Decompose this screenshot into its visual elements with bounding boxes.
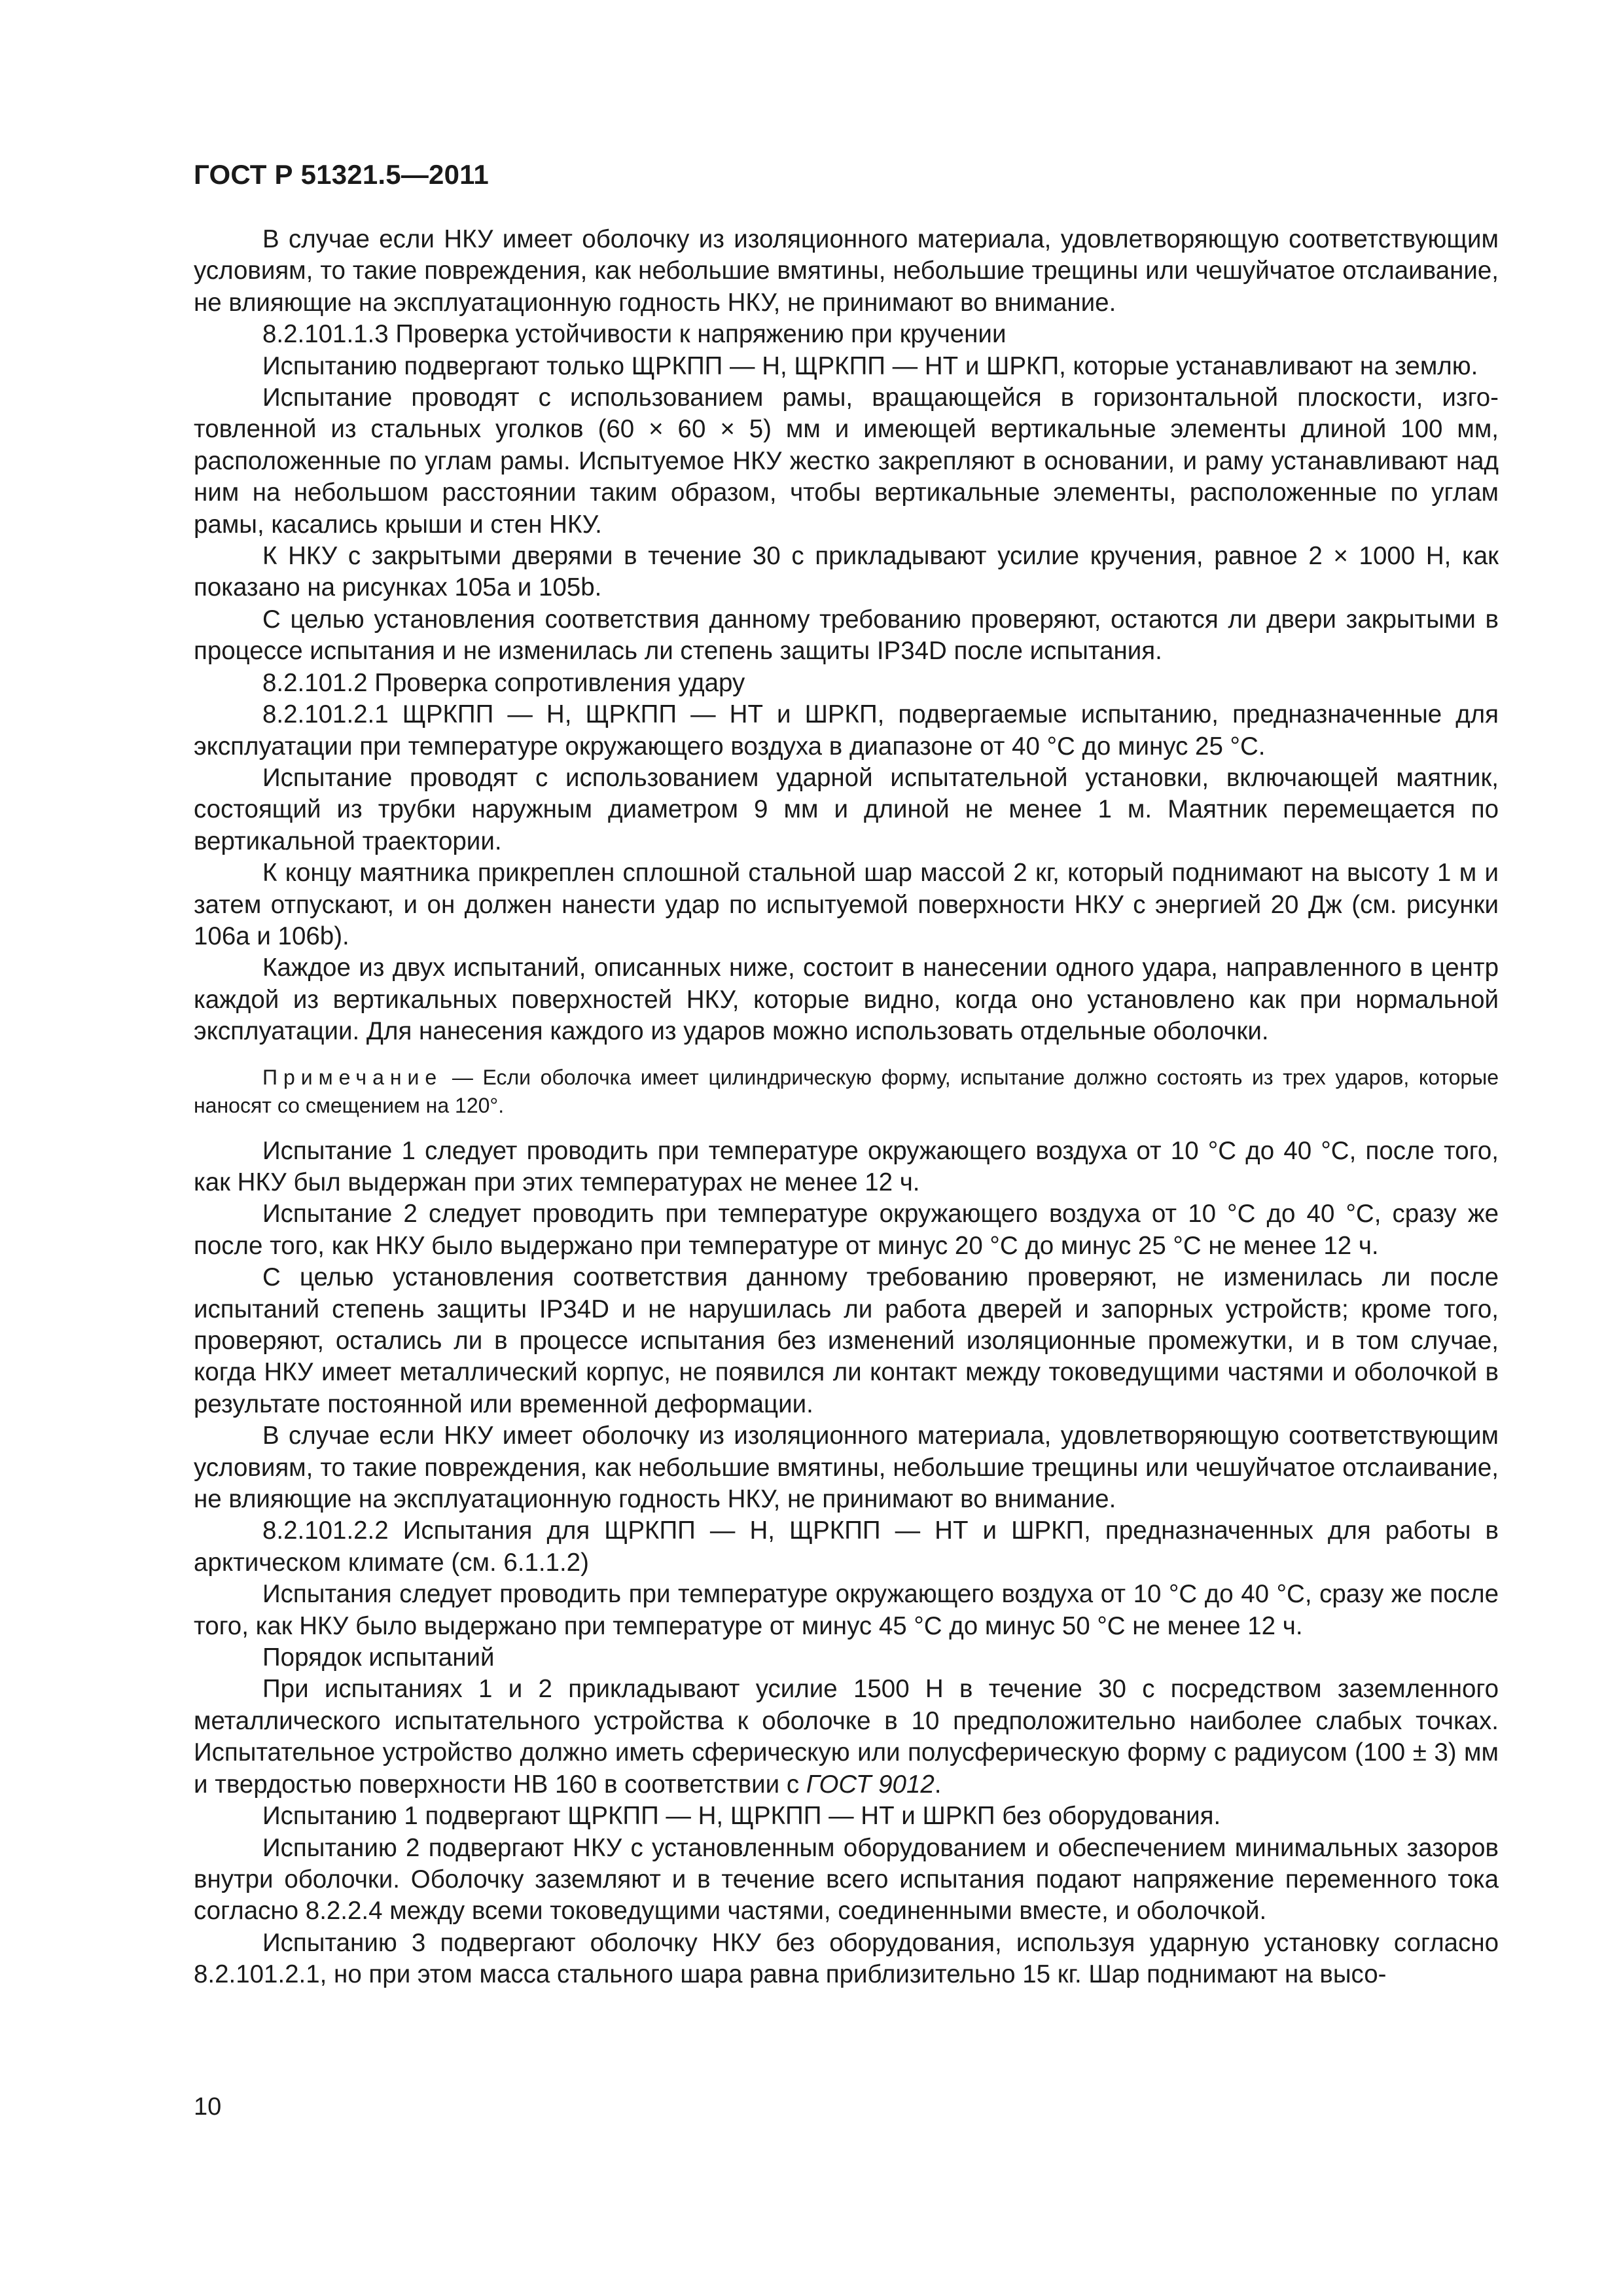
document-body bbox=[194, 224, 1499, 1991]
paragraph bbox=[194, 1674, 1499, 1801]
note-label: Примечание bbox=[262, 1065, 443, 1089]
section-heading: 8.2.101.1.3 Проверка устойчивости к напряжению при кручении bbox=[262, 320, 1007, 349]
paragraph: В случае если НКУ имеет оболочку из изоляционного материала, удовлетворяющую соответствующим условиям, то такие повреждения, как небольшие вмятины, небольшие трещины или чешуйчатое отслаивание, не влияющие на эксплуатационную годность НКУ, не принимают во внимание. bbox=[194, 1422, 1499, 1514]
paragraph: Испытание проводят с использованием рамы, вращающейся в горизонтальной плоскости, изготовленной из стальных уголков (60 × 60 × 5) мм и имеющей вертикальные элементы длиной 100 мм, расположенные по углам рамы. Испытуемое НКУ жестко закрепляют в основании, и раму устанавливают над ним на небольшом расстоянии таким образом, чтобы вертикальные элементы, расположенные по углам рамы, касались крыши и стен НКУ. bbox=[194, 384, 1499, 539]
paragraph: Испытанию 3 подвергают оболочку НКУ без оборудования, используя ударную установку согласно 8.2.101.2.1, но при этом масса стального шара равна приблизительно 15 кг. Шар поднимают на высо- bbox=[194, 1928, 1499, 1989]
paragraph: Испытания следует проводить при температуре окружающего воздуха от 10 °С до 40 °С, сразу же после того, как НКУ было выдержано при температуре от минус 45 °С до минус 50 °С не менее 12 ч. bbox=[194, 1580, 1499, 1640]
section-heading: 8.2.101.2 Проверка сопротивления удару bbox=[262, 668, 745, 697]
paragraph: К концу маятника прикреплен сплошной стальной шар массой 2 кг, который поднимают на высоту 1 м и затем отпускают, и он должен нанести удар по испытуемой поверхности НКУ с энергией 20 Дж (см. рисунки 106а и 106b). bbox=[194, 859, 1499, 950]
document-header: ГОСТ Р 51321.5—2011 bbox=[194, 159, 489, 190]
page-number: 10 bbox=[194, 2093, 222, 2121]
paragraph: В случае если НКУ имеет оболочку из изоляционного материала, удовлетворяющую соответствующим условиям, то такие повреждения, как небольшие вмятины, небольшие трещины или чешуйчатое отслаивание, не влияющие на эксплуатационную годность НКУ, не принимают во внимание. bbox=[194, 225, 1499, 317]
note bbox=[194, 1064, 1499, 1120]
paragraph: 8.2.101.2.2 Испытания для ЩРКПП — Н, ЩРКПП — НТ и ШРКП, предназначенных для работы в арктическом климате (см. 6.1.1.2) bbox=[194, 1516, 1499, 1577]
paragraph: К НКУ с закрытыми дверями в течение 30 с прикладывают усилие кручения, равное 2 × 1000 Н, как показано на рисунках 105а и 105b. bbox=[194, 542, 1499, 602]
standard-reference: ГОСТ 9012 bbox=[806, 1770, 935, 1799]
paragraph: Испытание проводят с использованием ударной испытательной установки, включающей маятник, состоящий из трубки наружным диаметром 9 мм и длиной не менее 1 м. Маятник перемещается по вертикальной траектории. bbox=[194, 763, 1499, 855]
paragraph: Испытание 1 следует проводить при температуре окружающего воздуха от 10 °С до 40 °С, после того, как НКУ был выдержан при этих температурах не менее 12 ч. bbox=[194, 1136, 1499, 1196]
paragraph-end: . bbox=[934, 1770, 942, 1799]
paragraph-text: При испытаниях 1 и 2 прикладывают усилие 1500 Н в течение 30 с посредством заземленного металлического испытательного устройства к оболочке в 10 предположительно наиболее слабых точках. Испытательное устройство должно иметь сферическую или полусферическую форму с радиусом (100 ± 3) мм и твердостью поверхности НВ 160 в соответствии с bbox=[194, 1675, 1499, 1799]
paragraph: Испытанию подвергают только ЩРКПП — Н, ЩРКПП — НТ и ШРКП, которые устанавливают на землю. bbox=[262, 351, 1478, 380]
paragraph: Испытанию 2 подвергают НКУ с установленным оборудованием и обеспечением минимальных зазоров внутри оболочки. Оболочку заземляют и в течение всего испытания подают напряжение переменного тока согласно 8.2.2.4 между всеми токоведущими частями, соединенными вместе, и оболочкой. bbox=[194, 1833, 1499, 1926]
note-text: — Если оболочка имеет цилиндрическую форму, испытание должно состоять из трех ударов, которые наносят со смещением на 120°. bbox=[194, 1065, 1499, 1117]
paragraph: С целью установления соответствия данному требованию проверяют, не изменилась ли после испытаний степень защиты IP34D и не нарушилась ли работа дверей и запорных устройств; кроме того, проверяют, остались ли в процессе испытания без изменений изоляционные промежутки, и в том случае, когда НКУ имеет металлический корпус, не появился ли контакт между токоведущими частями и оболочкой в результате постоянной или временной деформации. bbox=[194, 1263, 1499, 1418]
paragraph: Каждое из двух испытаний, описанных ниже, состоит в нанесении одного удара, направленного в центр каждой из вертикальных поверхностей НКУ, которые видно, когда оно установлено как при нормальной эксплуатации. Для нанесения каждого из ударов можно использовать отдельные оболочки. bbox=[194, 954, 1499, 1046]
section-heading: Порядок испытаний bbox=[262, 1643, 495, 1672]
paragraph: Испытание 2 следует проводить при температуре окружающего воздуха от 10 °С до 40 °С, сразу же после того, как НКУ было выдержано при температуре от минус 20 °С до минус 25 °С не менее 12 ч. bbox=[194, 1200, 1499, 1260]
paragraph: С целью установления соответствия данному требованию проверяют, остаются ли двери закрытыми в процессе испытания и не изменилась ли степень защиты IP34D после испытания. bbox=[194, 605, 1499, 666]
paragraph: 8.2.101.2.1 ЩРКПП — Н, ЩРКПП — НТ и ШРКП, подвергаемые испытанию, предназначенные для эксплуатации при температуре окружающего воздуха в диапазоне от 40 °С до минус 25 °С. bbox=[194, 700, 1499, 761]
paragraph: Испытанию 1 подвергают ЩРКПП — Н, ЩРКПП — НТ и ШРКП без оборудования. bbox=[262, 1802, 1221, 1831]
